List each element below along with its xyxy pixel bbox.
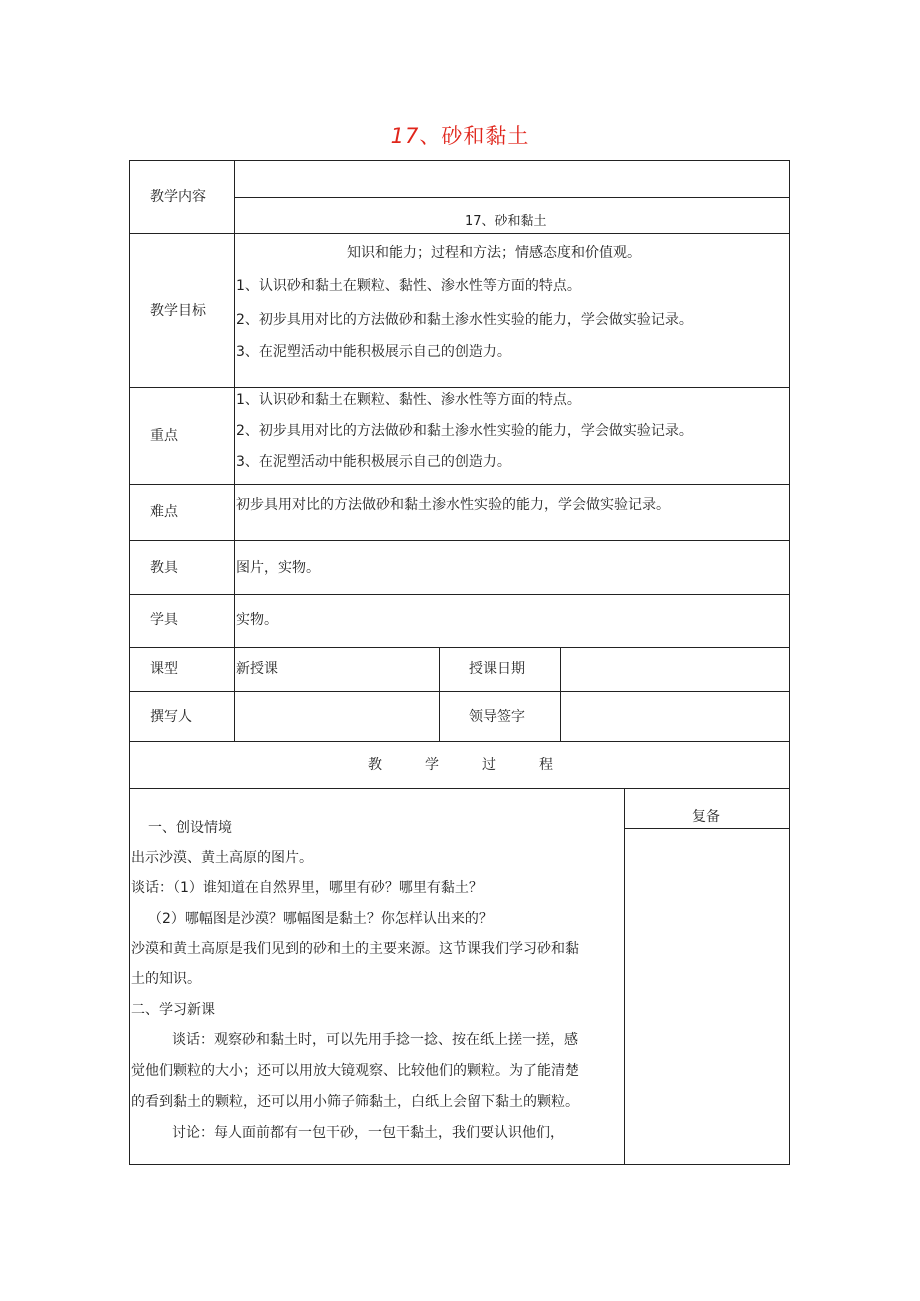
process-line: （2）哪幅图是沙漠？哪幅图是黏土？你怎样认出来的？ xyxy=(148,911,493,927)
process-line: 一、创设情境 xyxy=(148,820,232,836)
teaching-aids-label: 教具 xyxy=(150,560,178,576)
content-value: 17、砂和黏土 xyxy=(465,214,547,229)
author-label: 撰写人 xyxy=(150,709,192,725)
process-heading-char: 程 xyxy=(539,757,553,773)
table-border-left xyxy=(129,160,130,1165)
lesson-date-label: 授课日期 xyxy=(469,661,525,677)
table-border-right xyxy=(789,160,790,1165)
goals-intro: 知识和能力；过程和方法；情感态度和价值观。 xyxy=(347,245,641,261)
row-divider xyxy=(129,540,790,541)
key-point-item: 2、初步具用对比的方法做砂和黏土渗水性实验的能力，学会做实验记录。 xyxy=(236,423,693,439)
goals-label: 教学目标 xyxy=(150,303,206,319)
review-column-divider xyxy=(624,788,625,1165)
content-label: 教学内容 xyxy=(150,189,206,205)
row-divider xyxy=(129,788,790,789)
learning-aids-value: 实物。 xyxy=(236,612,278,628)
process-line: 土的知识。 xyxy=(131,971,201,987)
process-line: 谈话：观察砂和黏土时，可以先用手捻一捻、按在纸上搓一搓，感 xyxy=(172,1032,578,1048)
process-heading-char: 教 xyxy=(368,757,382,773)
inner-column-divider xyxy=(439,647,440,741)
key-points-label: 重点 xyxy=(150,428,178,444)
teaching-aids-value: 图片，实物。 xyxy=(236,560,320,576)
row-divider xyxy=(129,647,790,648)
key-point-item: 3、在泥塑活动中能积极展示自己的创造力。 xyxy=(236,454,511,470)
learning-aids-label: 学具 xyxy=(150,612,178,628)
goal-item: 1、认识砂和黏土在颗粒、黏性、渗水性等方面的特点。 xyxy=(236,278,581,294)
row-divider xyxy=(129,691,790,692)
process-line: 出示沙漠、黄土高原的图片。 xyxy=(131,850,313,866)
row-divider xyxy=(129,594,790,595)
difficulty-label: 难点 xyxy=(150,504,178,520)
row-divider xyxy=(129,484,790,485)
goal-item: 3、在泥塑活动中能积极展示自己的创造力。 xyxy=(236,344,511,360)
lesson-type-label: 课型 xyxy=(150,661,178,677)
table-border-top xyxy=(129,160,790,161)
title-text: 、砂和黏土 xyxy=(419,124,530,148)
key-point-item: 1、认识砂和黏土在颗粒、黏性、渗水性等方面的特点。 xyxy=(236,392,581,408)
process-heading-char: 过 xyxy=(482,757,496,773)
process-line: 讨论：每人面前都有一包干砂，一包干黏土，我们要认识他们， xyxy=(172,1125,564,1141)
sign-label: 领导签字 xyxy=(469,709,525,725)
process-line: 的看到黏土的颗粒，还可以用小筛子筛黏土，白纸上会留下黏土的颗粒。 xyxy=(131,1094,579,1110)
row-divider xyxy=(129,233,790,234)
review-header-divider xyxy=(624,828,790,829)
inner-column-divider xyxy=(560,647,561,741)
process-line: 沙漠和黄土高原是我们见到的砂和土的主要来源。这节课我们学习砂和黏 xyxy=(131,941,579,957)
review-label: 复备 xyxy=(692,809,720,825)
process-line: 谈话：（1）谁知道在自然界里，哪里有砂？哪里有黏土？ xyxy=(131,880,483,896)
process-line: 二、学习新课 xyxy=(131,1002,215,1018)
table-border-bottom xyxy=(129,1164,790,1165)
row-divider xyxy=(129,741,790,742)
lesson-type-value: 新授课 xyxy=(236,661,278,677)
goal-item: 2、初步具用对比的方法做砂和黏土渗水性实验的能力，学会做实验记录。 xyxy=(236,312,693,328)
process-line: 觉他们颗粒的大小；还可以用放大镜观察、比较他们的颗粒。为了能清楚 xyxy=(131,1063,579,1079)
row-divider xyxy=(129,387,790,388)
document-title xyxy=(0,120,920,150)
title-number: 17 xyxy=(390,124,420,148)
label-column-divider xyxy=(234,160,235,741)
process-heading-char: 学 xyxy=(425,757,439,773)
difficulty-value: 初步具用对比的方法做砂和黏土渗水性实验的能力，学会做实验记录。 xyxy=(236,497,670,513)
content-inner-divider xyxy=(234,197,790,198)
